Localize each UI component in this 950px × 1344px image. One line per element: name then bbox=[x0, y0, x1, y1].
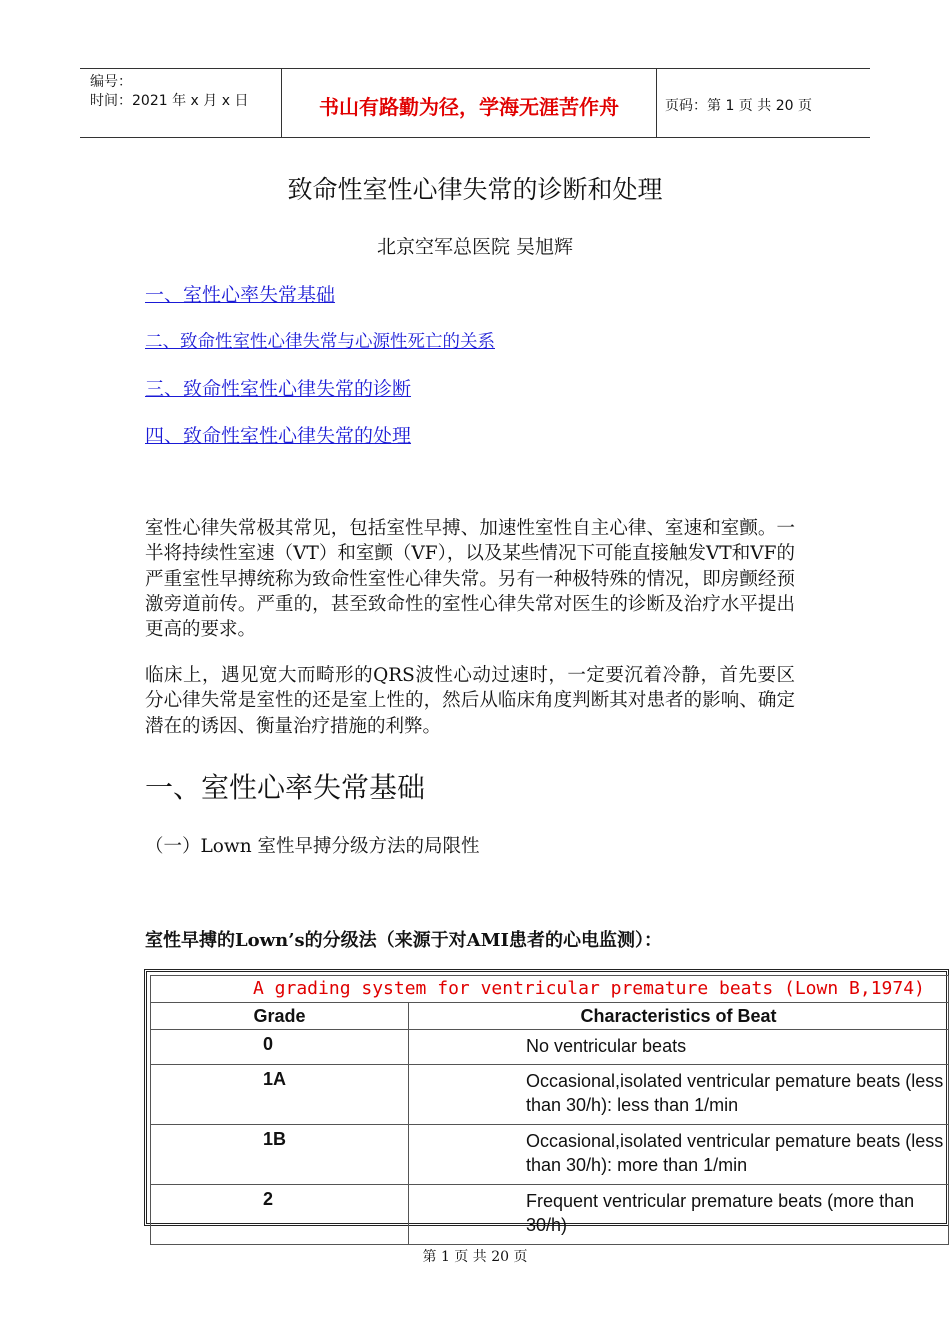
table-caption: A grading system for ventricular premature beats (Lown B,1974) bbox=[151, 976, 949, 1003]
document-title: 致命性室性心律失常的诊断和处理 bbox=[287, 175, 663, 204]
toc-link-3[interactable]: 三、致命性室性心律失常的诊断 bbox=[145, 378, 412, 400]
grade-cell: 1B bbox=[151, 1125, 409, 1185]
toc-link-1[interactable]: 一、室性心率失常基础 bbox=[145, 284, 336, 306]
header-page-info: 页码：第 1 页 共 20 页 bbox=[665, 98, 812, 114]
description-cell: Occasional,isolated ventricular pemature beats (less than 30/h): less than 1/min bbox=[409, 1065, 949, 1125]
subsection-heading: （一）Lown 室性早搏分级方法的局限性 bbox=[145, 836, 480, 857]
header-meta bbox=[90, 73, 248, 111]
toc-link-2[interactable]: 二、致命性室性心律失常与心源性死亡的关系 bbox=[145, 332, 495, 352]
code-label: 编号： bbox=[90, 74, 132, 90]
paragraph-intro: 室性心律失常极其常见，包括室性早搏、加速性室性自主心律、室速和室颤。一半将持续性室速（VT）和室颤（VF），以及某些情况下可能直接触发VT和VF的严重室性早搏统称为致命性室性心律失常。另有一种极特殊的情况，即房颤经预激旁道前传。严重的，甚至致命性的室性心律失常对医生的诊断及治疗水平提出更高的要求。 bbox=[145, 518, 795, 641]
column-header-characteristics: Characteristics of Beat bbox=[409, 1003, 949, 1030]
description-cell: Occasional,isolated ventricular pemature beats (less than 30/h): more than 1/min bbox=[409, 1125, 949, 1185]
document-author: 北京空军总医院 吴旭辉 bbox=[376, 236, 574, 258]
lown-grading-table bbox=[144, 969, 949, 1235]
description-cell: No ventricular beats bbox=[409, 1030, 949, 1065]
toc-link-4[interactable]: 四、致命性室性心律失常的处理 bbox=[145, 425, 412, 447]
page-footer: 第 1 页 共 20 页 bbox=[422, 1249, 528, 1265]
header-divider bbox=[656, 69, 657, 137]
description-cell: Frequent ventricular premature beats (more than 30/h) bbox=[409, 1185, 949, 1245]
grade-cell: 0 bbox=[151, 1030, 409, 1065]
column-header-grade: Grade bbox=[151, 1003, 409, 1030]
grade-cell: 1A bbox=[151, 1065, 409, 1125]
paragraph-clinical: 临床上，遇见宽大而畸形的QRS波性心动过速时，一定要沉着冷静，首先要区分心律失常是室性的还是室上性的，然后从临床角度判断其对患者的影响、确定潜在的诱因、衡量治疗措施的利弊。 bbox=[145, 665, 795, 737]
table-row bbox=[151, 1125, 949, 1185]
section-heading: 一、室性心率失常基础 bbox=[145, 771, 426, 804]
table-row bbox=[151, 1185, 949, 1245]
page-header bbox=[80, 68, 870, 138]
table-row bbox=[151, 1030, 949, 1065]
header-motto: 书山有路勤为径，学海无涯苦作舟 bbox=[319, 95, 619, 119]
table-intro: 室性早搏的Lown’s的分级法（来源于对AMI患者的心电监测）： bbox=[145, 930, 662, 951]
table-row bbox=[151, 1065, 949, 1125]
time-label: 时间：2021 年 x 月 x 日 bbox=[90, 93, 249, 109]
grade-cell: 2 bbox=[151, 1185, 409, 1245]
